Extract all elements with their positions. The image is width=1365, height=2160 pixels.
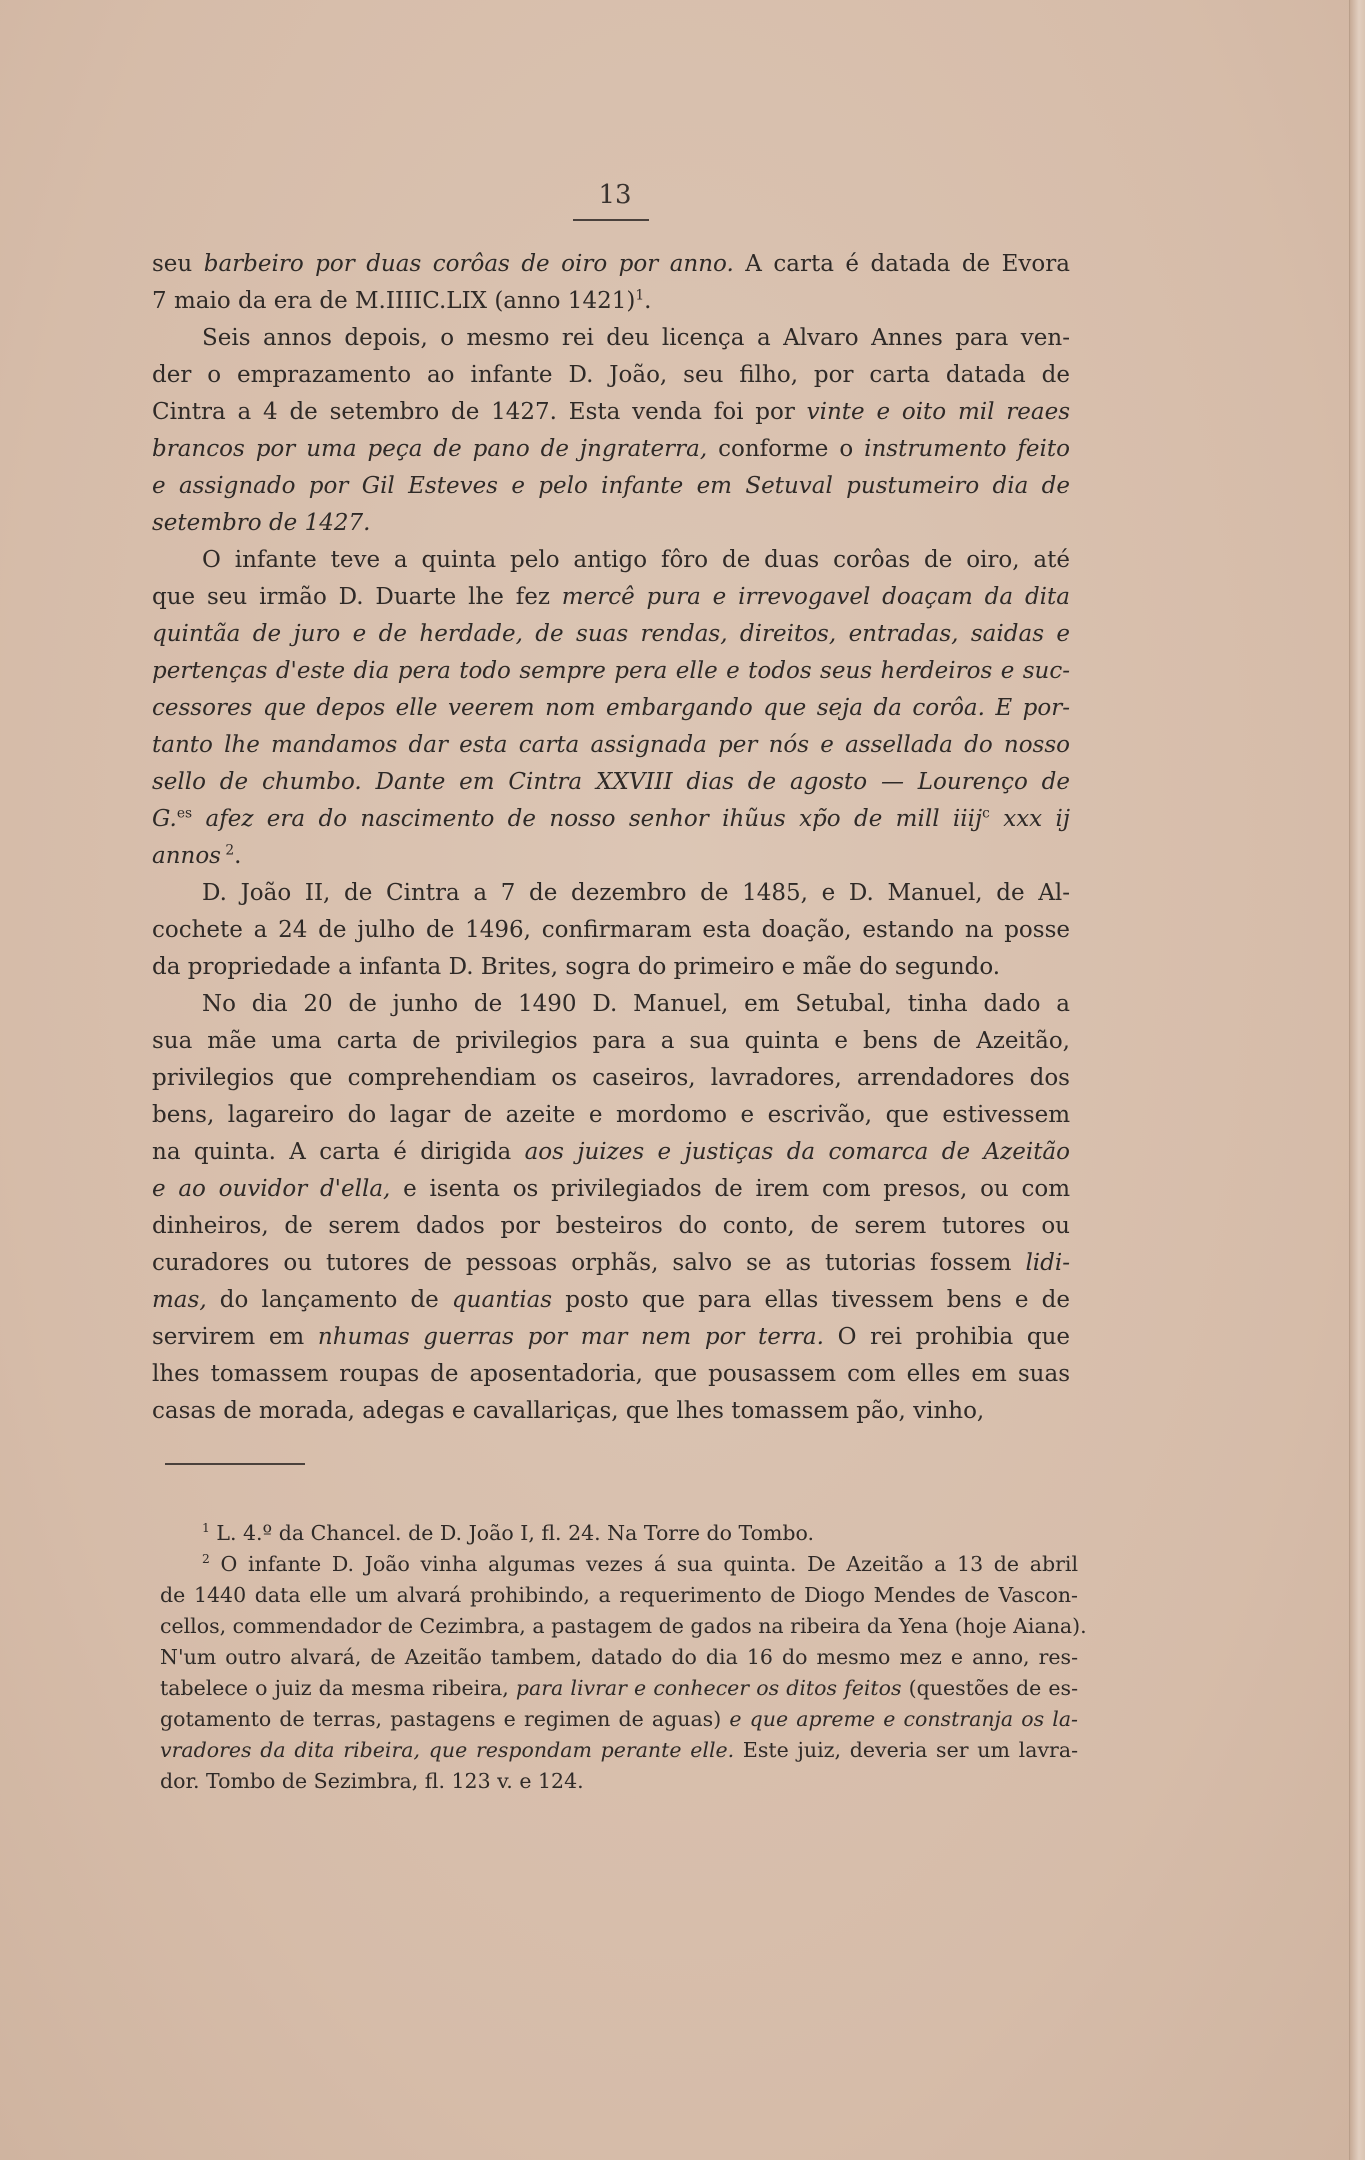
footnote-line — [160, 1735, 1078, 1766]
body-italic-text: tanto lhe mandamos dar esta carta assignada per nós e assellada do nosso — [152, 732, 1070, 758]
body-line — [152, 1023, 1070, 1060]
body-italic-text: aos juizes e justiças da comarca de Azeitão — [524, 1139, 1070, 1165]
footnote-text: L. 4.º da Chancel. de D. João I, fl. 24. Na Torre do Tombo. — [209, 1521, 814, 1545]
body-text: da propriedade a infanta D. Brites, sogra do primeiro e mãe do segundo. — [152, 954, 1001, 980]
body-text: posto que para ellas tivessem bens e de — [552, 1287, 1070, 1313]
body-text: na quinta. A carta é dirigida — [152, 1139, 525, 1165]
body-text: O rei prohibia que — [823, 1324, 1070, 1350]
body-text: . — [644, 288, 652, 314]
body-text — [152, 246, 1070, 1430]
footnote-marker: es — [176, 805, 193, 822]
body-line — [152, 653, 1070, 690]
footnote-line — [160, 1580, 1078, 1611]
body-line — [152, 801, 1070, 838]
body-line — [152, 357, 1070, 394]
body-text: seu — [152, 251, 204, 277]
footnote-line — [160, 1766, 1078, 1797]
footnotes — [160, 1518, 1087, 1797]
body-text: servirem em — [152, 1324, 318, 1350]
body-line — [152, 579, 1070, 616]
body-line — [152, 727, 1070, 764]
body-line — [152, 1356, 1070, 1393]
body-line — [152, 1097, 1070, 1134]
body-text: privilegios que comprehendiam os caseiros, lavradores, arrendadores dos — [152, 1065, 1070, 1091]
body-text: Seis annos depois, o mesmo rei deu licença a Alvaro Annes para ven- — [202, 325, 1070, 351]
footnote-line — [160, 1518, 1078, 1549]
footnote-text: cellos, commendador de Cezimbra, a pastagem de gados na ribeira da Yena (hoje Aiana). — [160, 1614, 1087, 1638]
body-italic-text: xxx ij — [989, 806, 1070, 832]
body-line — [152, 1171, 1070, 1208]
body-italic-text: sello de chumbo. Dante em Cintra XXVIII dias de agosto — Lourenço de — [152, 769, 1070, 795]
body-text: do lançamento de — [206, 1287, 452, 1313]
footnote-marker: 2 — [202, 1552, 210, 1567]
footnote-marker: 1 — [202, 1521, 210, 1536]
body-text: 7 maio da era de M.IIIIC.LIX (anno 1421) — [152, 288, 636, 314]
footnote-text: (questões de es- — [901, 1676, 1078, 1700]
body-text: e isenta os privilegiados de irem com presos, ou com — [390, 1176, 1071, 1202]
body-italic-text: mas, — [152, 1287, 207, 1313]
body-line — [152, 838, 1070, 875]
body-italic-text: quintãa de juro e de herdade, de suas rendas, direitos, entradas, saidas e — [152, 621, 1070, 647]
body-text: der o emprazamento ao infante D. João, seu filho, por carta datada de — [152, 362, 1070, 388]
body-line — [152, 764, 1070, 801]
body-text: . — [234, 843, 242, 869]
page-number-rule — [573, 219, 649, 221]
body-text: conforme o — [707, 436, 865, 462]
body-text: O infante teve a quinta pelo antigo fôro de duas corôas de oiro, até — [202, 547, 1070, 573]
body-text: casas de morada, adegas e cavallariças, que lhes tomassem pão, vinho, — [152, 1398, 985, 1424]
footnote-text: O infante D. João vinha algumas vezes á sua quinta. De Azeitão a 13 de abril — [209, 1552, 1078, 1576]
body-text: cochete a 24 de julho de 1496, confirmaram esta doação, estando na posse — [152, 917, 1070, 943]
body-line — [152, 1393, 1070, 1430]
footnote-line — [160, 1704, 1078, 1735]
body-italic-text: setembro de 1427. — [152, 510, 371, 536]
body-line — [152, 949, 1070, 986]
footnote-marker: 1 — [635, 287, 645, 304]
page-edge — [1349, 0, 1365, 2160]
footnote-line — [160, 1673, 1078, 1704]
body-line — [152, 1319, 1070, 1356]
body-line — [152, 505, 1070, 542]
body-line — [152, 431, 1070, 468]
footnote-line — [160, 1642, 1078, 1673]
body-line — [152, 1245, 1070, 1282]
body-italic-text: afez era do nascimento de nosso senhor ihũus xp̃o de mill iiij — [192, 806, 983, 832]
body-italic-text: annos — [152, 843, 221, 869]
body-italic-text: barbeiro por duas corôas de oiro por anno. — [203, 251, 734, 277]
body-italic-text: mercê pura e irrevogavel doaçam da dita — [561, 584, 1070, 610]
footnote-text: gotamento de terras, pastagens e regimen de aguas) — [160, 1707, 730, 1731]
footnote-line — [160, 1611, 1087, 1642]
footnote-rule — [165, 1463, 305, 1465]
footnote-text: N'um outro alvará, de Azeitão tambem, datado do dia 16 do mesmo mez e anno, res- — [160, 1645, 1078, 1669]
body-line — [152, 912, 1070, 949]
body-line — [152, 616, 1070, 653]
body-italic-text: quantias — [451, 1287, 553, 1313]
body-italic-text: brancos por uma peça de pano de jngraterra, — [152, 436, 708, 462]
body-line — [152, 542, 1070, 579]
body-line — [152, 1060, 1070, 1097]
body-text: dinheiros, de serem dados por besteiros do conto, de serem tutores ou — [152, 1213, 1070, 1239]
body-line — [152, 320, 1070, 357]
body-line — [152, 394, 1070, 431]
body-line — [152, 690, 1070, 727]
body-line — [152, 283, 1070, 320]
body-italic-text: pertenças d'este dia pera todo sempre pera elle e todos seus herdeiros e suc- — [152, 658, 1070, 684]
body-text: que seu irmão D. Duarte lhe fez — [152, 584, 562, 610]
footnote-marker: c — [982, 805, 990, 822]
body-italic-text: instrumento feito — [864, 436, 1070, 462]
footnote-text: dor. Tombo de Sezimbra, fl. 123 v. e 124. — [160, 1769, 584, 1793]
footnote-marker: 2 — [221, 842, 235, 859]
body-text: curadores ou tutores de pessoas orphãs, salvo se as tutorias fossem — [152, 1250, 1026, 1276]
body-italic-text: cessores que depos elle veerem nom embargando que seja da corôa. E por- — [152, 695, 1070, 721]
footnote-italic-text: para livrar e conhecer os ditos feitos — [515, 1676, 902, 1700]
body-italic-text: G. — [152, 806, 177, 832]
body-italic-text: nhumas guerras por mar nem por terra. — [317, 1324, 824, 1350]
body-text: lhes tomassem roupas de aposentadoria, que pousassem com elles em suas — [152, 1361, 1070, 1387]
body-line — [152, 1134, 1070, 1171]
body-text: Cintra a 4 de setembro de 1427. Esta venda foi por — [152, 399, 807, 425]
body-line — [152, 246, 1070, 283]
footnote-italic-text: e que apreme e constranja os la- — [729, 1707, 1078, 1731]
body-line — [152, 468, 1070, 505]
body-italic-text: e ao ouvidor d'ella, — [152, 1176, 391, 1202]
body-line — [152, 875, 1070, 912]
page-number: 13 — [598, 180, 632, 210]
body-italic-text: e assignado por Gil Esteves e pelo infante em Setuval pustumeiro dia de — [152, 473, 1070, 499]
footnote-text: Este juiz, deveria ser um lavra- — [734, 1738, 1078, 1762]
body-italic-text: lidi- — [1025, 1250, 1070, 1276]
body-text: sua mãe uma carta de privilegios para a sua quinta e bens de Azeitão, — [152, 1028, 1070, 1054]
body-line — [152, 1208, 1070, 1245]
footnote-text: de 1440 data elle um alvará prohibindo, a requerimento de Diogo Mendes de Vascon- — [160, 1583, 1078, 1607]
body-text: No dia 20 de junho de 1490 D. Manuel, em Setubal, tinha dado a — [202, 991, 1070, 1017]
footnote-line — [160, 1549, 1078, 1580]
body-text: D. João II, de Cintra a 7 de dezembro de 1485, e D. Manuel, de Al- — [202, 880, 1070, 906]
body-text: A carta é datada de Evora — [733, 251, 1070, 277]
body-text: bens, lagareiro do lagar de azeite e mordomo e escrivão, que estivessem — [152, 1102, 1070, 1128]
footnote-italic-text: vradores da dita ribeira, que respondam perante elle. — [160, 1738, 735, 1762]
body-line — [152, 986, 1070, 1023]
body-italic-text: vinte e oito mil reaes — [806, 399, 1070, 425]
footnote-text: tabelece o juiz da mesma ribeira, — [160, 1676, 516, 1700]
body-line — [152, 1282, 1070, 1319]
